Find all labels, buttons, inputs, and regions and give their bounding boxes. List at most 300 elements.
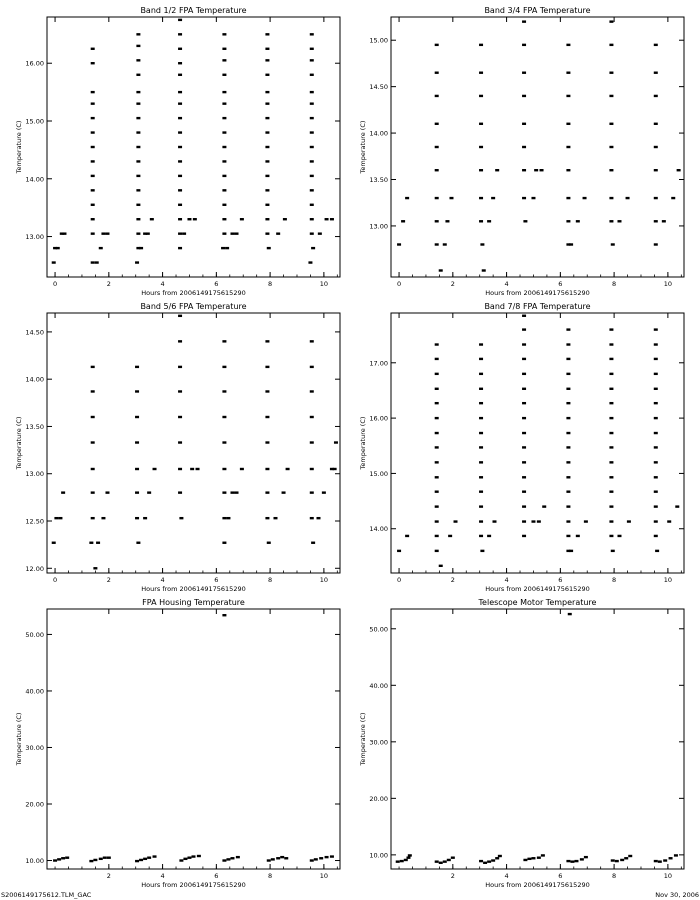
data-point (190, 468, 194, 470)
data-point (654, 373, 658, 375)
data-point (609, 95, 613, 97)
data-point (310, 390, 314, 392)
data-point (487, 860, 491, 862)
data-point (435, 72, 439, 74)
data-point (265, 218, 269, 220)
data-point (265, 48, 269, 50)
data-point (136, 33, 140, 35)
data-point (531, 857, 535, 859)
data-point (609, 432, 613, 434)
data-point (654, 520, 658, 522)
data-point (147, 856, 151, 858)
data-point (178, 340, 182, 342)
data-point (624, 857, 628, 859)
y-tick-label: 14.00 (369, 525, 388, 534)
chart-panel-1 (15, 6, 340, 297)
data-point (522, 432, 526, 434)
chart-title: Band 7/8 FPA Temperature (484, 302, 591, 311)
data-point (222, 416, 226, 418)
data-point (566, 44, 570, 46)
data-point (58, 517, 62, 519)
data-point (522, 358, 526, 360)
data-point (310, 59, 314, 61)
x-tick-label: 8 (268, 280, 273, 288)
data-point (91, 468, 95, 470)
data-point (615, 860, 619, 862)
data-point (178, 146, 182, 148)
data-point (566, 505, 570, 507)
data-point (310, 366, 314, 368)
data-point (178, 33, 182, 35)
data-point (654, 505, 658, 507)
data-point (576, 535, 580, 537)
data-point (662, 220, 666, 222)
data-point (267, 859, 271, 861)
y-tick-label: 20.00 (369, 794, 388, 803)
x-tick-label: 0 (52, 576, 58, 584)
data-point (435, 432, 439, 434)
data-point (566, 388, 570, 390)
y-tick-label: 14.00 (369, 129, 388, 138)
data-point (136, 218, 140, 220)
data-point (479, 44, 483, 46)
data-point (222, 146, 226, 148)
data-point (178, 175, 182, 177)
data-point (310, 117, 314, 119)
data-point (583, 197, 587, 199)
data-point (153, 468, 157, 470)
data-point (230, 232, 234, 234)
y-tick-label: 14.00 (25, 375, 44, 384)
data-point (222, 204, 226, 206)
data-point (435, 520, 439, 522)
data-point (105, 491, 109, 493)
y-axis-label: Temperature (C) (359, 416, 367, 470)
data-point (439, 269, 443, 271)
data-point (52, 261, 56, 263)
y-tick-label: 16.00 (25, 59, 44, 68)
data-point (153, 855, 157, 857)
data-point (146, 232, 150, 234)
data-point (435, 197, 439, 199)
data-point (265, 33, 269, 35)
data-point (566, 358, 570, 360)
data-point (447, 859, 451, 861)
data-point (654, 123, 658, 125)
data-point (236, 856, 240, 858)
data-point (178, 366, 182, 368)
x-tick-label: 4 (504, 576, 509, 584)
data-point (435, 358, 439, 360)
data-point (492, 520, 496, 522)
data-point (522, 461, 526, 463)
y-tick-label: 14.50 (25, 328, 44, 337)
data-point (541, 854, 545, 856)
data-point (522, 123, 526, 125)
data-point (230, 857, 234, 859)
y-axis-label: Temperature (C) (15, 712, 23, 766)
plot-frame (391, 609, 684, 869)
data-point (91, 102, 95, 104)
data-point (178, 189, 182, 191)
x-tick-label: 6 (558, 872, 563, 880)
data-point (480, 550, 484, 552)
data-point (479, 343, 483, 345)
data-point (226, 517, 230, 519)
data-point (522, 315, 526, 317)
data-point (580, 858, 584, 860)
data-point (483, 862, 487, 864)
x-axis-label: Hours from 2006149175615290 (485, 289, 590, 297)
data-point (265, 441, 269, 443)
data-point (479, 358, 483, 360)
data-point (240, 218, 244, 220)
data-point (222, 340, 226, 342)
data-point (276, 232, 280, 234)
data-point (310, 468, 314, 470)
data-point (147, 491, 151, 493)
data-point (566, 72, 570, 74)
data-point (240, 468, 244, 470)
data-point (498, 855, 502, 857)
data-point (93, 567, 97, 569)
data-point (435, 220, 439, 222)
data-point (96, 542, 100, 544)
data-point (222, 59, 226, 61)
data-point (265, 160, 269, 162)
data-point (316, 517, 320, 519)
data-point (334, 441, 338, 443)
x-tick-label: 2 (106, 576, 111, 584)
y-tick-label: 13.50 (25, 422, 44, 431)
data-point (271, 858, 275, 860)
data-point (276, 857, 280, 859)
data-point (566, 446, 570, 448)
data-point (139, 859, 143, 861)
data-point (62, 232, 66, 234)
data-point (435, 388, 439, 390)
data-point (522, 417, 526, 419)
data-point (522, 402, 526, 404)
data-point (609, 490, 613, 492)
data-point (397, 243, 401, 245)
data-point (222, 131, 226, 133)
data-point (107, 856, 111, 858)
data-point (197, 855, 201, 857)
data-point (178, 247, 182, 249)
data-point (265, 117, 269, 119)
data-point (479, 146, 483, 148)
data-point (230, 491, 234, 493)
data-point (522, 373, 526, 375)
data-point (178, 102, 182, 104)
x-tick-label: 4 (160, 280, 165, 288)
data-point (609, 220, 613, 222)
data-point (566, 476, 570, 478)
data-point (435, 123, 439, 125)
data-point (482, 269, 486, 271)
data-point (449, 197, 453, 199)
data-point (178, 204, 182, 206)
x-tick-label: 10 (319, 872, 329, 880)
data-point (566, 402, 570, 404)
data-point (178, 48, 182, 50)
data-point (52, 542, 56, 544)
data-point (265, 468, 269, 470)
data-point (609, 343, 613, 345)
y-axis-label: Temperature (C) (15, 416, 23, 470)
data-point (136, 131, 140, 133)
data-point (222, 74, 226, 76)
data-point (654, 243, 658, 245)
x-tick-label: 8 (268, 872, 273, 880)
data-point (654, 343, 658, 345)
x-tick-label: 6 (558, 280, 563, 288)
data-point (310, 175, 314, 177)
data-point (222, 175, 226, 177)
data-point (609, 535, 613, 537)
x-tick-label: 10 (663, 280, 673, 288)
y-tick-label: 13.00 (25, 233, 44, 242)
data-point (566, 343, 570, 345)
data-point (435, 535, 439, 537)
data-point (654, 461, 658, 463)
data-point (136, 232, 140, 234)
data-point (91, 91, 95, 93)
data-point (330, 855, 334, 857)
data-point (487, 535, 491, 537)
data-point (617, 535, 621, 537)
data-point (136, 74, 140, 76)
data-point (451, 856, 455, 858)
data-point (222, 117, 226, 119)
data-point (183, 858, 187, 860)
x-tick-label: 4 (160, 576, 165, 584)
data-point (609, 44, 613, 46)
data-point (479, 123, 483, 125)
data-point (91, 146, 95, 148)
data-point (479, 461, 483, 463)
data-point (658, 860, 662, 862)
data-point (654, 72, 658, 74)
data-point (91, 366, 95, 368)
data-point (265, 131, 269, 133)
data-point (584, 856, 588, 858)
x-axis-label: Hours from 2006149175615290 (485, 881, 590, 889)
x-tick-label: 2 (106, 280, 111, 288)
data-point (654, 476, 658, 478)
x-tick-label: 0 (396, 576, 402, 584)
data-point (222, 517, 226, 519)
data-point (479, 535, 483, 537)
data-point (135, 491, 139, 493)
data-point (522, 343, 526, 345)
y-tick-label: 13.50 (369, 176, 388, 184)
data-point (576, 220, 580, 222)
data-point (56, 247, 60, 249)
x-tick-label: 8 (612, 872, 617, 880)
data-point (222, 102, 226, 104)
data-point (609, 146, 613, 148)
data-point (99, 858, 103, 860)
data-point (91, 189, 95, 191)
plot-frame (391, 313, 684, 573)
data-point (101, 517, 105, 519)
chart-panel-3 (15, 302, 340, 593)
data-point (265, 59, 269, 61)
data-point (136, 91, 140, 93)
data-point (479, 490, 483, 492)
data-point (193, 218, 197, 220)
data-point (522, 535, 526, 537)
y-tick-label: 16.00 (369, 414, 388, 423)
data-point (136, 204, 140, 206)
y-tick-label: 30.00 (369, 738, 388, 747)
data-point (310, 146, 314, 148)
data-point (267, 247, 271, 249)
data-point (311, 247, 315, 249)
x-tick-label: 6 (214, 576, 219, 584)
data-point (566, 535, 570, 537)
data-point (435, 490, 439, 492)
y-tick-label: 40.00 (25, 687, 44, 696)
y-tick-label: 10.00 (25, 857, 44, 866)
data-point (479, 220, 483, 222)
data-point (222, 189, 226, 191)
data-point (435, 461, 439, 463)
data-point (265, 204, 269, 206)
data-point (566, 197, 570, 199)
data-point (654, 535, 658, 537)
data-point (222, 33, 226, 35)
data-point (226, 858, 230, 860)
data-point (570, 860, 574, 862)
data-point (479, 169, 483, 171)
data-point (178, 468, 182, 470)
data-point (310, 33, 314, 35)
data-point (136, 542, 140, 544)
data-point (178, 62, 182, 64)
x-axis-label: Hours from 2006149175615290 (485, 585, 590, 593)
data-point (531, 520, 535, 522)
data-point (265, 517, 269, 519)
x-tick-label: 6 (558, 576, 563, 584)
data-point (480, 243, 484, 245)
data-point (222, 614, 226, 616)
data-point (192, 855, 196, 857)
data-point (435, 243, 439, 245)
data-point (310, 218, 314, 220)
data-point (522, 20, 526, 22)
data-point (89, 860, 93, 862)
data-point (135, 517, 139, 519)
data-point (325, 218, 329, 220)
data-point (396, 860, 400, 862)
data-point (566, 95, 570, 97)
x-tick-label: 0 (52, 280, 58, 288)
data-point (135, 441, 139, 443)
chart-title: Telescope Motor Temperature (478, 598, 597, 607)
data-point (495, 857, 499, 859)
data-point (187, 218, 191, 220)
data-point (654, 169, 658, 171)
data-point (54, 517, 58, 519)
data-point (178, 416, 182, 418)
data-point (569, 550, 573, 552)
footer-filename: S2006149175612.TLM_GAC (1, 891, 92, 899)
data-point (522, 520, 526, 522)
x-tick-label: 10 (663, 576, 673, 584)
data-point (566, 220, 570, 222)
data-point (178, 131, 182, 133)
data-point (91, 175, 95, 177)
data-point (522, 169, 526, 171)
data-point (310, 441, 314, 443)
data-point (609, 20, 613, 22)
x-tick-label: 2 (106, 872, 111, 880)
data-point (91, 218, 95, 220)
chart-title: Band 5/6 FPA Temperature (140, 302, 247, 311)
data-point (397, 550, 401, 552)
data-point (310, 48, 314, 50)
data-point (222, 542, 226, 544)
data-point (222, 468, 226, 470)
data-point (479, 388, 483, 390)
y-tick-label: 50.00 (369, 625, 388, 634)
data-point (435, 860, 439, 862)
data-point (566, 461, 570, 463)
data-point (627, 520, 631, 522)
data-point (609, 520, 613, 522)
data-point (91, 160, 95, 162)
data-point (333, 468, 337, 470)
data-point (91, 48, 95, 50)
data-point (443, 243, 447, 245)
data-point (400, 860, 404, 862)
data-point (491, 197, 495, 199)
data-point (435, 417, 439, 419)
data-point (136, 45, 140, 47)
data-point (310, 91, 314, 93)
data-point (406, 856, 410, 858)
data-point (531, 197, 535, 199)
data-point (325, 856, 329, 858)
data-point (265, 416, 269, 418)
data-point (89, 542, 93, 544)
data-point (620, 859, 624, 861)
data-point (265, 175, 269, 177)
y-axis-label: Temperature (C) (15, 120, 23, 174)
data-point (222, 859, 226, 861)
x-tick-label: 0 (396, 280, 402, 288)
data-point (566, 490, 570, 492)
data-point (675, 505, 679, 507)
data-point (654, 388, 658, 390)
data-point (310, 102, 314, 104)
data-point (584, 520, 588, 522)
data-point (609, 197, 613, 199)
data-point (566, 146, 570, 148)
data-point (235, 491, 239, 493)
data-point (178, 91, 182, 93)
data-point (479, 417, 483, 419)
data-point (609, 417, 613, 419)
y-tick-label: 50.00 (25, 630, 44, 639)
x-axis-label: Hours from 2006149175615290 (141, 289, 246, 297)
data-point (265, 366, 269, 368)
data-point (187, 856, 191, 858)
x-tick-label: 4 (160, 872, 165, 880)
